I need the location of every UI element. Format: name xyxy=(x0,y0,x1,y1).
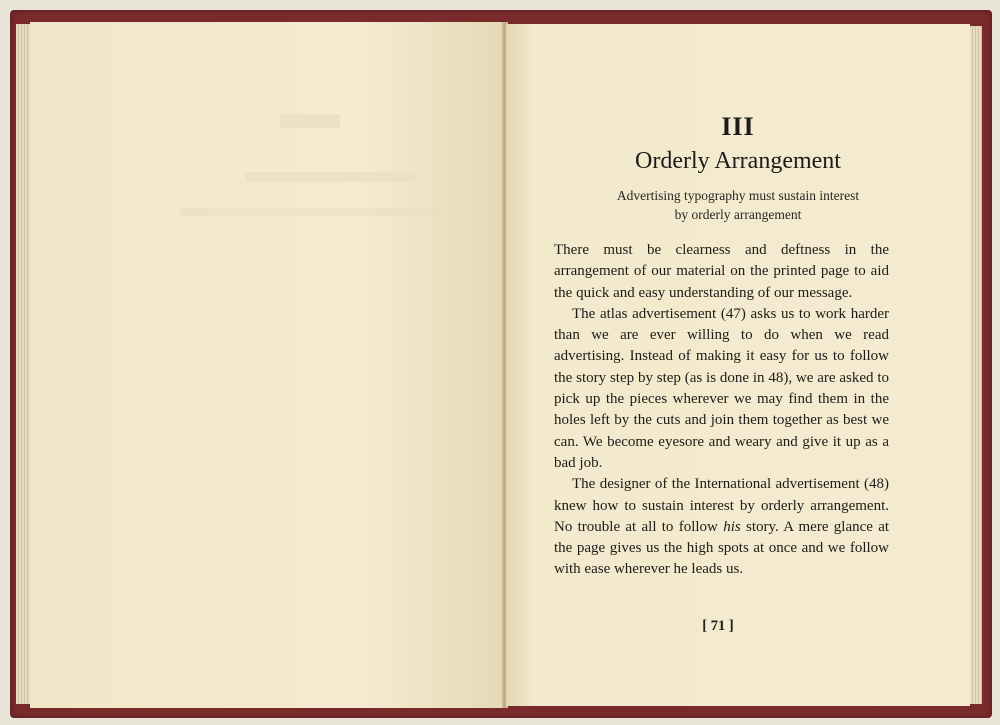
chapter-number: III xyxy=(721,112,755,141)
paragraph-3-start: The designer of the International advertisement (48) knew how to sustain interest by orderly arrangement. No trouble at all to follow xyxy=(554,476,889,535)
left-page-edges xyxy=(16,24,30,704)
chapter-title: Orderly Arrangement xyxy=(635,148,841,174)
left-page xyxy=(30,22,504,708)
paragraph-3-emphasis: his xyxy=(723,518,741,535)
bleed-through-mark xyxy=(245,172,415,182)
chapter-subtitle xyxy=(506,186,970,224)
paragraph-2: The atlas advertisement (47) asks us to work harder than we are ever willing to do when we read advertising. Instead of making it easy for us to follow the story step by step (as is done in 48), we are asked to pick up the pieces wherever we may find them in the holes left by the cuts and join them together as best we can. We become eyesore and weary and give it up as a bad job. xyxy=(554,305,889,471)
right-page xyxy=(506,24,970,706)
body-text xyxy=(554,240,889,581)
subtitle-line-1: Advertising typography must sustain interest xyxy=(616,188,860,203)
paragraph-3-end: story. A mere glance at the page gives us the high spots at once and we follow with ease wherever he leads us. xyxy=(554,518,890,578)
page-number: [ 71 ] xyxy=(702,618,734,634)
bleed-through-mark xyxy=(180,208,440,216)
right-page-edges xyxy=(970,26,982,704)
paragraph-1: There must be clearness and deftness in the arrangement of our material on the printed page to aid the quick and easy understanding of our message. xyxy=(554,242,889,301)
paragraph-3 xyxy=(554,474,889,580)
subtitle-line-2: by orderly arrangement xyxy=(674,207,802,222)
bleed-through-mark xyxy=(280,114,340,128)
